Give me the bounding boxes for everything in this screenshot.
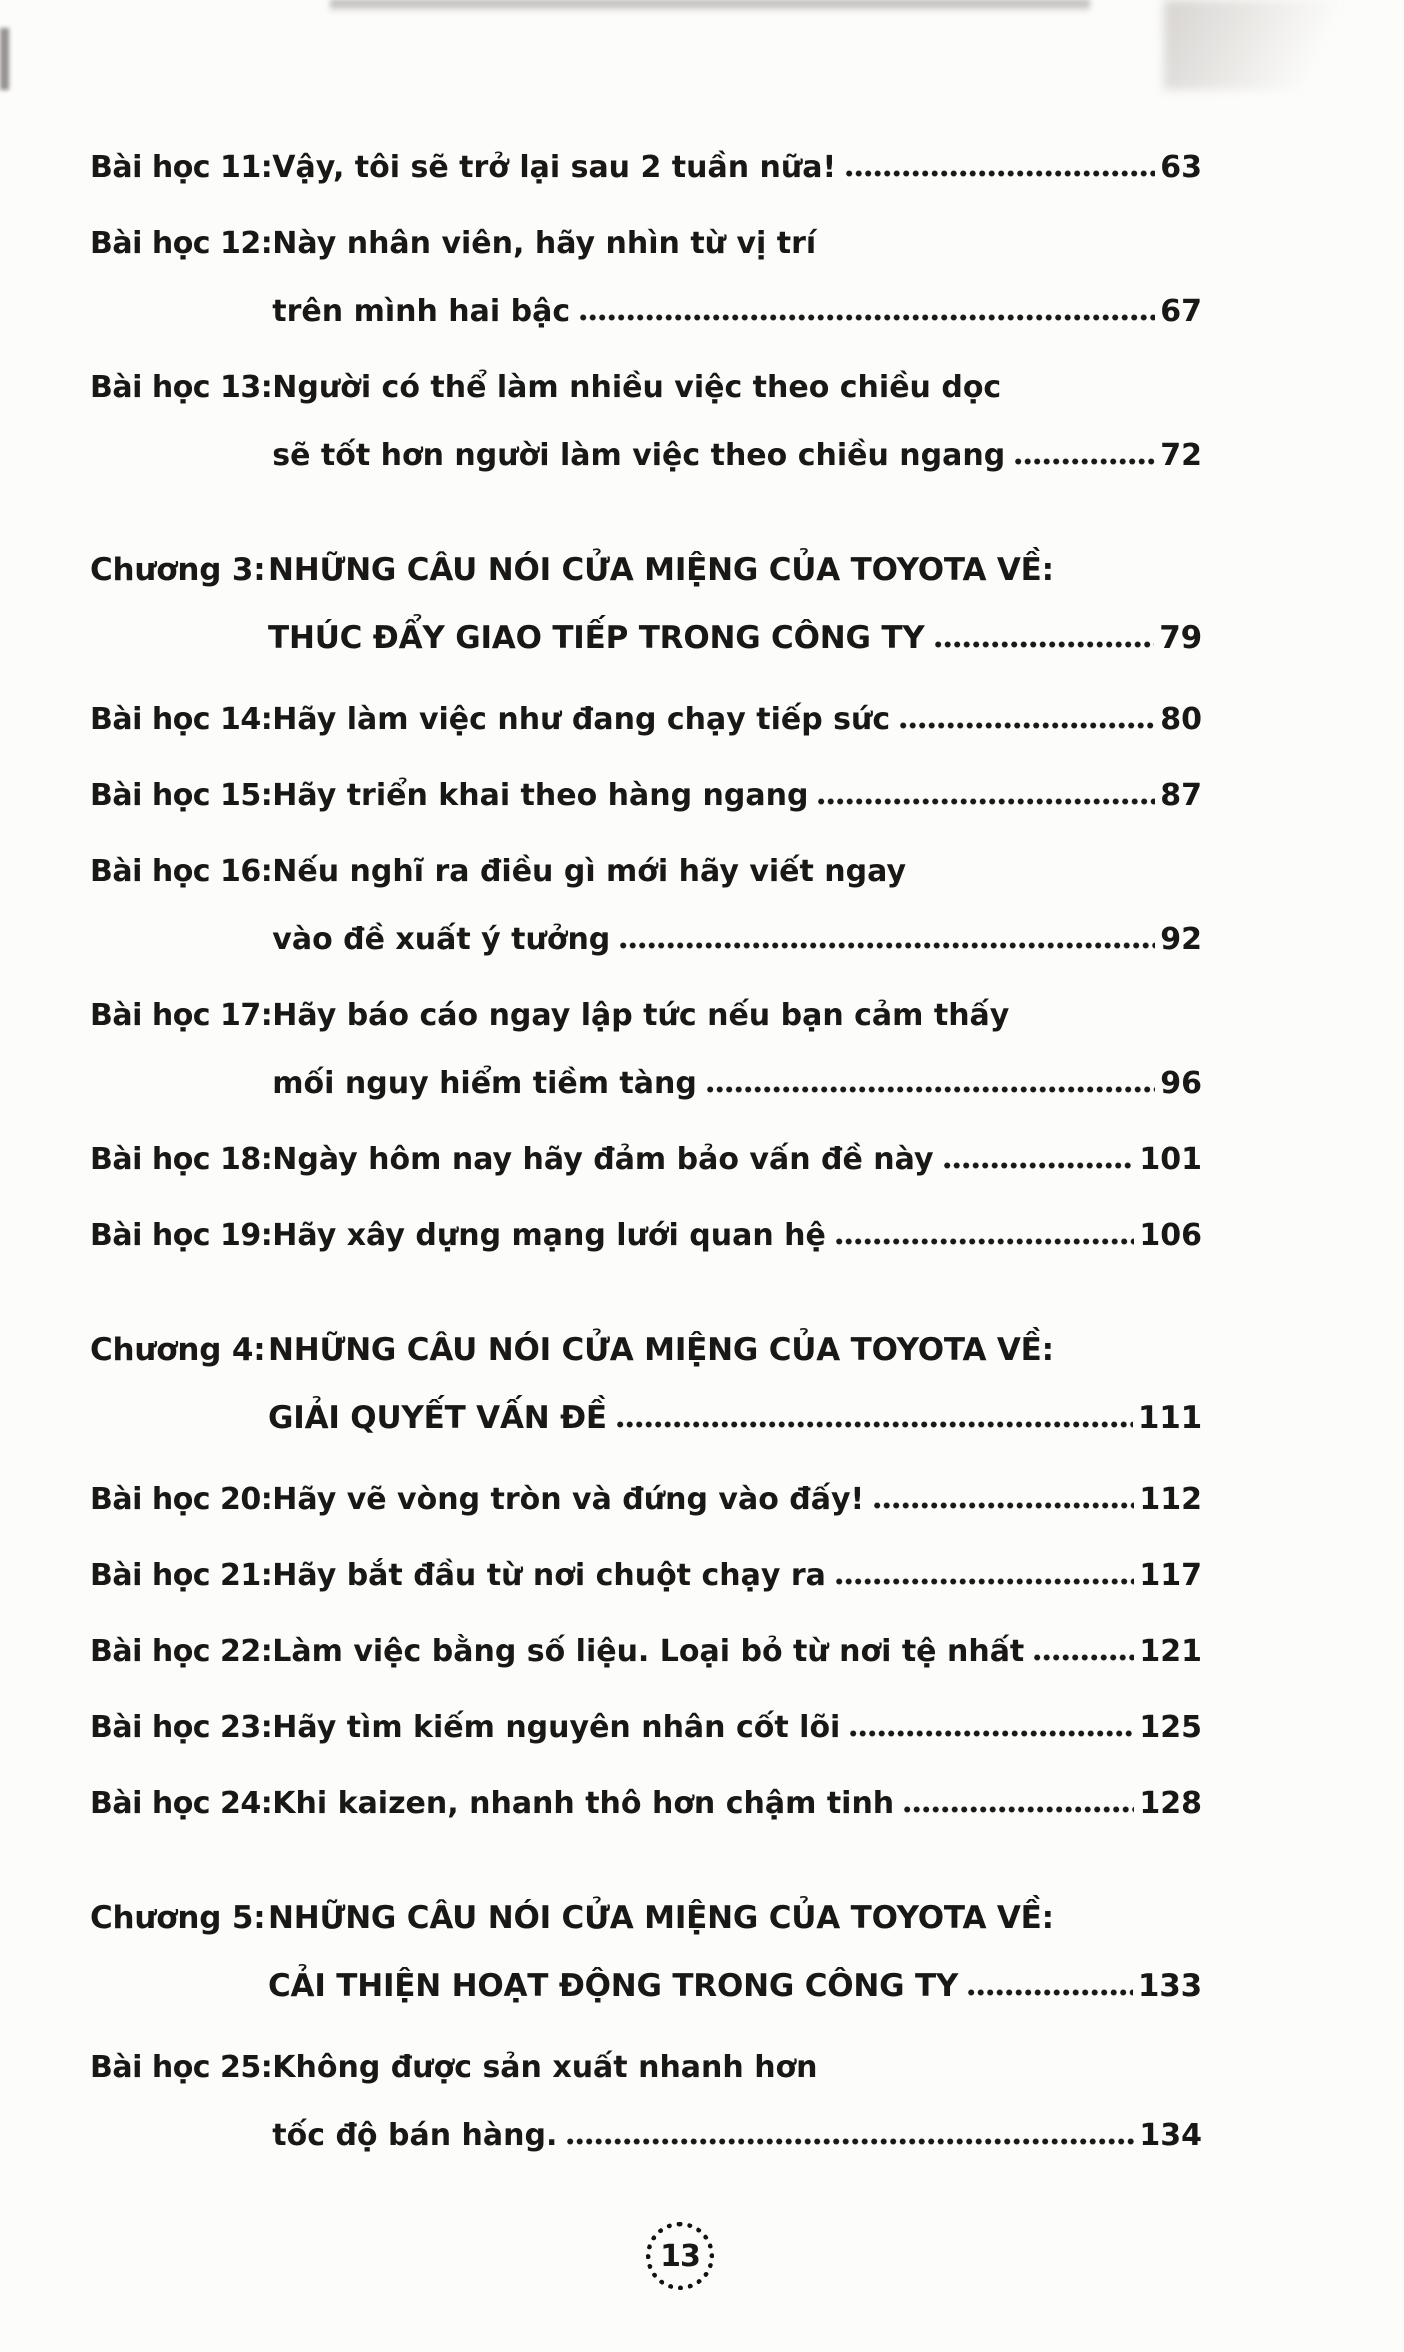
toc-line (272, 1694, 1202, 1762)
page-number: 13 (660, 2238, 700, 2274)
toc-entry (90, 210, 1202, 346)
toc-line (272, 838, 1202, 906)
toc-line-text: Này nhân viên, hãy nhìn từ vị trí (272, 226, 817, 261)
toc-line-text: sẽ tốt hơn người làm việc theo chiều ngang (272, 438, 1006, 473)
toc-line (272, 1618, 1202, 1686)
toc-page-number: 111 (1137, 1400, 1202, 1436)
toc-entry-label: Bài học 15: (90, 778, 273, 813)
toc-line-text: Hãy xây dựng mạng lưới quan hệ (272, 1218, 826, 1253)
toc-line-text: mối nguy hiểm tiềm tàng (272, 1066, 697, 1101)
toc-line (268, 1316, 1202, 1384)
toc-line (272, 762, 1202, 830)
toc-line-text: THÚC ĐẨY GIAO TIẾP TRONG CÔNG TY (268, 620, 925, 656)
toc-entry-label: Bài học 16: (90, 854, 273, 889)
toc-line-text: Khi kaizen, nhanh thô hơn chậm tinh (272, 1786, 895, 1821)
scan-artifact-top (330, 0, 1090, 13)
toc-entry (90, 838, 1202, 974)
toc-page-number: 121 (1139, 1634, 1202, 1669)
toc-page-number: 80 (1160, 702, 1202, 737)
toc-entry-label: Bài học 23: (90, 1710, 273, 1745)
toc-line (268, 1952, 1202, 2020)
toc-line (268, 536, 1202, 604)
toc-page-number: 101 (1139, 1142, 1202, 1177)
toc-page-number: 79 (1159, 620, 1202, 656)
toc-line-text: Hãy triển khai theo hàng ngang (272, 778, 809, 813)
toc-entry-label: Bài học 19: (90, 1218, 273, 1253)
toc-page-number: 63 (1160, 150, 1202, 185)
toc-entry (90, 354, 1202, 490)
toc-entry-label: Bài học 24: (90, 1786, 273, 1821)
toc-line (272, 354, 1202, 422)
table-of-contents (90, 134, 1202, 2178)
dot-leader (617, 1421, 1133, 1428)
toc-line (272, 278, 1202, 346)
toc-line (272, 982, 1202, 1050)
scan-artifact-left-edge (0, 28, 9, 90)
toc-line-text: GIẢI QUYẾT VẤN ĐỀ (268, 1400, 607, 1436)
toc-entry-label: Bài học 20: (90, 1482, 273, 1517)
toc-entry-label: Chương 3: (90, 552, 266, 588)
toc-line (272, 210, 1202, 278)
toc-line (272, 686, 1202, 754)
toc-entry-label: Bài học 22: (90, 1634, 273, 1669)
toc-line-text: Làm việc bằng số liệu. Loại bỏ từ nơi tệ nhất (272, 1634, 1025, 1669)
toc-line-text: Hãy bắt đầu từ nơi chuột chạy ra (272, 1558, 826, 1593)
toc-line-text: vào đề xuất ý tưởng (272, 922, 611, 957)
toc-entry-label: Bài học 21: (90, 1558, 273, 1593)
toc-line (268, 1884, 1202, 1952)
toc-entry (90, 1202, 1202, 1270)
toc-page-number: 117 (1139, 1558, 1202, 1593)
toc-line (272, 1202, 1202, 1270)
toc-line-text: Hãy vẽ vòng tròn và đứng vào đấy! (272, 1482, 865, 1517)
dot-leader (904, 1806, 1134, 1813)
dot-leader (900, 722, 1155, 729)
toc-entry-label: Bài học 25: (90, 2050, 273, 2085)
toc-line (272, 1770, 1202, 1838)
toc-entry (90, 1126, 1202, 1194)
toc-line-text: Không được sản xuất nhanh hơn (272, 2050, 818, 2085)
toc-entry (90, 1542, 1202, 1610)
dot-leader (874, 1502, 1134, 1509)
toc-line-text: Người có thể làm nhiều việc theo chiều dọc (272, 370, 1002, 405)
toc-entry-label: Bài học 11: (90, 150, 273, 185)
toc-entry-label: Chương 4: (90, 1332, 266, 1368)
dot-leader (707, 1086, 1155, 1093)
toc-chapter-entry (90, 1884, 1202, 2020)
toc-line-text: Hãy tìm kiếm nguyên nhân cốt lõi (272, 1710, 841, 1745)
toc-entry (90, 1694, 1202, 1762)
toc-line (272, 1050, 1202, 1118)
dot-leader (968, 1989, 1133, 1996)
toc-page-number: 72 (1160, 438, 1202, 473)
dot-leader (944, 1162, 1135, 1169)
scan-artifact-top-right (1164, 0, 1404, 90)
dot-leader (580, 314, 1155, 321)
toc-line-text: Hãy làm việc như đang chạy tiếp sức (272, 702, 891, 737)
toc-page-number: 87 (1160, 778, 1202, 813)
dot-leader (567, 2138, 1134, 2145)
toc-entry (90, 1770, 1202, 1838)
toc-line-text: tốc độ bán hàng. (272, 2118, 558, 2153)
toc-line-text: Vậy, tôi sẽ trở lại sau 2 tuần nữa! (272, 150, 837, 185)
toc-line-text: CẢI THIỆN HOẠT ĐỘNG TRONG CÔNG TY (268, 1968, 959, 2004)
toc-line (272, 422, 1202, 490)
toc-line-text: Hãy báo cáo ngay lập tức nếu bạn cảm thấy (272, 998, 1010, 1033)
toc-line (272, 1126, 1202, 1194)
toc-page-number: 67 (1160, 294, 1202, 329)
toc-entry (90, 982, 1202, 1118)
toc-line (272, 1542, 1202, 1610)
toc-entry (90, 762, 1202, 830)
toc-entry (90, 134, 1202, 202)
toc-entry-label: Chương 5: (90, 1900, 266, 1936)
toc-entry (90, 686, 1202, 754)
toc-page-number: 112 (1139, 1482, 1202, 1517)
dot-leader (1034, 1654, 1134, 1661)
toc-line (272, 906, 1202, 974)
toc-entry-label: Bài học 13: (90, 370, 273, 405)
toc-page-number: 106 (1139, 1218, 1202, 1253)
toc-page-number: 133 (1137, 1968, 1202, 2004)
toc-page-number: 128 (1139, 1786, 1202, 1821)
dot-leader (850, 1730, 1134, 1737)
toc-line-text: NHỮNG CÂU NÓI CỬA MIỆNG CỦA TOYOTA VỀ: (268, 1332, 1054, 1368)
toc-page-number: 92 (1160, 922, 1202, 957)
toc-line (272, 1466, 1202, 1534)
dot-leader (846, 170, 1155, 177)
toc-line-text: Nếu nghĩ ra điều gì mới hãy viết ngay (272, 854, 907, 889)
toc-entry-label: Bài học 12: (90, 226, 273, 261)
toc-page-number: 134 (1139, 2118, 1202, 2153)
toc-page-number: 96 (1160, 1066, 1202, 1101)
toc-entry (90, 2034, 1202, 2170)
toc-entry (90, 1466, 1202, 1534)
toc-line (272, 134, 1202, 202)
dot-leader (836, 1578, 1134, 1585)
toc-line (268, 604, 1202, 672)
dot-leader (620, 942, 1155, 949)
dot-leader (935, 641, 1155, 648)
toc-line (268, 1384, 1202, 1452)
toc-chapter-entry (90, 536, 1202, 672)
toc-entry (90, 1618, 1202, 1686)
toc-line-text: NHỮNG CÂU NÓI CỬA MIỆNG CỦA TOYOTA VỀ: (268, 552, 1054, 588)
toc-line (272, 2102, 1202, 2170)
dot-leader (836, 1238, 1135, 1245)
page-number-badge (646, 2222, 714, 2290)
toc-line (272, 2034, 1202, 2102)
toc-entry-label: Bài học 14: (90, 702, 273, 737)
toc-line-text: NHỮNG CÂU NÓI CỬA MIỆNG CỦA TOYOTA VỀ: (268, 1900, 1054, 1936)
toc-entry-label: Bài học 17: (90, 998, 273, 1033)
dot-leader (818, 798, 1155, 805)
toc-chapter-entry (90, 1316, 1202, 1452)
toc-line-text: Ngày hôm nay hãy đảm bảo vấn đề này (272, 1142, 934, 1177)
dot-leader (1015, 458, 1155, 465)
toc-page-number: 125 (1139, 1710, 1202, 1745)
toc-entry-label: Bài học 18: (90, 1142, 273, 1177)
toc-line-text: trên mình hai bậc (272, 294, 571, 329)
